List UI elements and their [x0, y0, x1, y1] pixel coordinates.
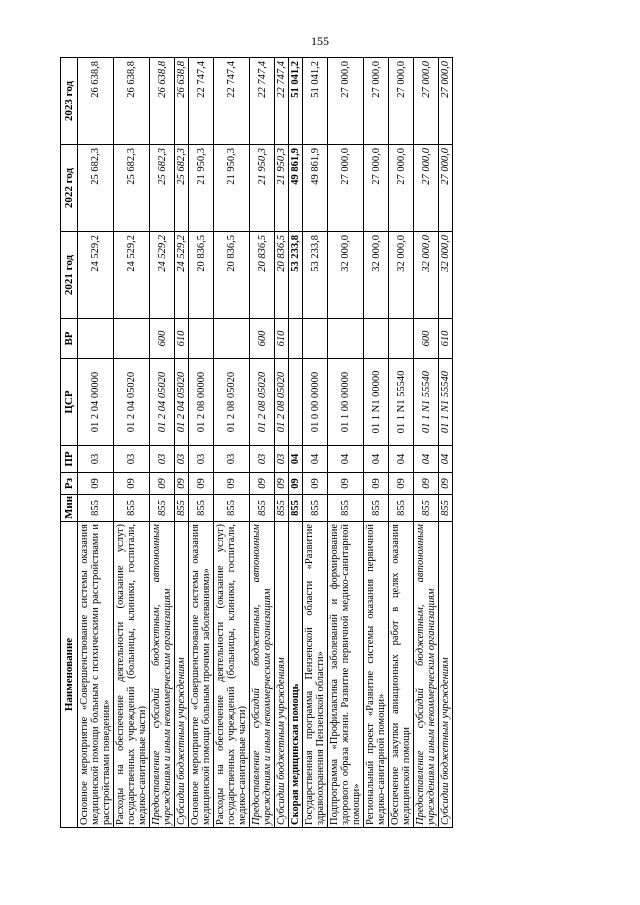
cell-rz: 09 — [275, 473, 289, 495]
header-2021: 2021 год — [61, 232, 78, 319]
cell-pr: 04 — [439, 446, 453, 473]
cell-csr: 01 1 N1 55540 — [439, 359, 453, 446]
cell-rz: 09 — [78, 473, 114, 495]
cell-2021: 53 233,8 — [303, 232, 328, 319]
cell-2022: 27 000,0 — [414, 145, 439, 232]
cell-name: Субсидии бюджетным учреждениям — [275, 522, 289, 828]
cell-rz: 09 — [150, 473, 175, 495]
table-row — [389, 58, 414, 828]
cell-vr — [189, 319, 214, 359]
cell-rz: 09 — [189, 473, 214, 495]
cell-name: Основное мероприятие «Совершенствование системы оказания медицинской помощи больным прочими заболеваниями» — [189, 522, 214, 828]
cell-2022: 25 682,3 — [175, 145, 189, 232]
cell-rz: 09 — [439, 473, 453, 495]
cell-2021: 20 836,5 — [250, 232, 275, 319]
cell-name: Расходы на обеспечение деятельности (оказание услуг) государственных учреждений (больницы, клиники, госпитали, медико-санитарные части) — [114, 522, 150, 828]
cell-pr: 03 — [275, 446, 289, 473]
cell-rz: 09 — [175, 473, 189, 495]
cell-2022: 27 000,0 — [439, 145, 453, 232]
cell-2021: 24 529,2 — [175, 232, 189, 319]
cell-2023: 26 638,8 — [114, 58, 150, 145]
cell-rz: 09 — [289, 473, 303, 495]
cell-csr: 01 2 08 00000 — [189, 359, 214, 446]
cell-2022: 49 861,9 — [289, 145, 303, 232]
header-rz: Рз — [61, 473, 78, 495]
table-row — [114, 58, 150, 828]
cell-2021: 20 836,5 — [189, 232, 214, 319]
cell-2022: 27 000,0 — [364, 145, 389, 232]
cell-pr: 04 — [303, 446, 328, 473]
cell-vr — [364, 319, 389, 359]
cell-2021: 32 000,0 — [414, 232, 439, 319]
cell-min: 855 — [250, 495, 275, 522]
rotated-content — [60, 58, 560, 828]
table-row — [214, 58, 250, 828]
cell-2022: 21 950,3 — [189, 145, 214, 232]
cell-2023: 27 000,0 — [414, 58, 439, 145]
rotated-page — [60, 58, 560, 828]
cell-2022: 25 682,3 — [114, 145, 150, 232]
cell-2023: 51 041,2 — [289, 58, 303, 145]
cell-vr: 600 — [150, 319, 175, 359]
cell-2022: 21 950,3 — [214, 145, 250, 232]
cell-min: 855 — [328, 495, 364, 522]
cell-2023: 27 000,0 — [389, 58, 414, 145]
cell-2021: 32 000,0 — [439, 232, 453, 319]
budget-table — [60, 57, 453, 828]
cell-2023: 26 638,8 — [175, 58, 189, 145]
cell-vr — [328, 319, 364, 359]
cell-min: 855 — [175, 495, 189, 522]
cell-name: Обеспечение закупки авиационных работ в целях оказания медицинской помощи — [389, 522, 414, 828]
cell-vr: 610 — [175, 319, 189, 359]
cell-csr: 01 1 N1 55540 — [389, 359, 414, 446]
cell-2021: 24 529,2 — [78, 232, 114, 319]
cell-2021: 53 233,8 — [289, 232, 303, 319]
cell-2023: 22 747,4 — [250, 58, 275, 145]
cell-csr — [289, 359, 303, 446]
table-row — [175, 58, 189, 828]
cell-min: 855 — [414, 495, 439, 522]
cell-2023: 27 000,0 — [364, 58, 389, 145]
cell-2022: 21 950,3 — [250, 145, 275, 232]
cell-csr: 01 2 08 05020 — [275, 359, 289, 446]
cell-2023: 27 000,0 — [439, 58, 453, 145]
table-row — [414, 58, 439, 828]
cell-rz: 09 — [328, 473, 364, 495]
cell-pr: 04 — [328, 446, 364, 473]
cell-csr: 01 2 04 05020 — [150, 359, 175, 446]
cell-min: 855 — [114, 495, 150, 522]
cell-pr: 03 — [214, 446, 250, 473]
cell-2022: 21 950,3 — [275, 145, 289, 232]
cell-2021: 32 000,0 — [328, 232, 364, 319]
cell-2022: 27 000,0 — [389, 145, 414, 232]
cell-min: 855 — [189, 495, 214, 522]
cell-csr: 01 2 04 05020 — [175, 359, 189, 446]
cell-2022: 25 682,3 — [150, 145, 175, 232]
cell-min: 855 — [303, 495, 328, 522]
header-2022: 2022 год — [61, 145, 78, 232]
cell-name: Государственная программа Пензенской области «Развитие здравоохранения Пензенской области» — [303, 522, 328, 828]
header-min: Мин — [61, 495, 78, 522]
cell-name: Предоставление субсидий бюджетным, автономным учреждениям и иным некоммерческим организациям — [414, 522, 439, 828]
table-row — [439, 58, 453, 828]
cell-pr: 03 — [175, 446, 189, 473]
cell-csr: 01 2 08 05020 — [214, 359, 250, 446]
cell-rz: 09 — [414, 473, 439, 495]
header-csr: ЦСР — [61, 359, 78, 446]
table-row — [150, 58, 175, 828]
cell-pr: 03 — [114, 446, 150, 473]
cell-name: Региональный проект «Развитие системы оказания первичной медико-санитарной помощи» — [364, 522, 389, 828]
header-name: Наименование — [61, 522, 78, 828]
table-row — [250, 58, 275, 828]
table-header-row — [61, 58, 78, 828]
header-vr: ВР — [61, 319, 78, 359]
cell-2021: 24 529,2 — [150, 232, 175, 319]
cell-min: 855 — [289, 495, 303, 522]
cell-rz: 09 — [303, 473, 328, 495]
cell-pr: 03 — [250, 446, 275, 473]
cell-vr — [289, 319, 303, 359]
cell-pr: 03 — [189, 446, 214, 473]
cell-2023: 22 747,4 — [275, 58, 289, 145]
cell-2022: 25 682,3 — [78, 145, 114, 232]
cell-rz: 09 — [250, 473, 275, 495]
cell-vr: 600 — [414, 319, 439, 359]
cell-csr: 01 1 N1 55540 — [414, 359, 439, 446]
cell-vr — [303, 319, 328, 359]
cell-pr: 03 — [78, 446, 114, 473]
table-row — [289, 58, 303, 828]
cell-2021: 20 836,5 — [214, 232, 250, 319]
cell-name: Основное мероприятие «Совершенствование системы оказания медицинской помощи больным с психическими расстройствами и расстройствами поведения» — [78, 522, 114, 828]
cell-min: 855 — [78, 495, 114, 522]
cell-2023: 22 747,4 — [189, 58, 214, 145]
table-row — [78, 58, 114, 828]
cell-2022: 49 861,9 — [303, 145, 328, 232]
cell-min: 855 — [364, 495, 389, 522]
cell-vr: 610 — [439, 319, 453, 359]
page-number: 155 — [311, 34, 329, 48]
cell-2022: 27 000,0 — [328, 145, 364, 232]
table-row — [328, 58, 364, 828]
cell-name: Предоставление субсидий бюджетным, автономным учреждениям и иным некоммерческим организациям — [150, 522, 175, 828]
cell-rz: 09 — [214, 473, 250, 495]
header-pr: ПР — [61, 446, 78, 473]
table-row — [189, 58, 214, 828]
cell-pr: 04 — [389, 446, 414, 473]
cell-vr: 610 — [275, 319, 289, 359]
table-row — [275, 58, 289, 828]
table-body — [78, 58, 453, 828]
cell-pr: 04 — [414, 446, 439, 473]
cell-csr: 01 2 04 05020 — [114, 359, 150, 446]
table-row — [303, 58, 328, 828]
cell-2021: 32 000,0 — [389, 232, 414, 319]
cell-min: 855 — [389, 495, 414, 522]
cell-vr: 600 — [250, 319, 275, 359]
cell-rz: 09 — [389, 473, 414, 495]
cell-csr: 01 0 00 00000 — [303, 359, 328, 446]
cell-2023: 51 041,2 — [303, 58, 328, 145]
cell-2023: 26 638,8 — [150, 58, 175, 145]
cell-2023: 26 638,8 — [78, 58, 114, 145]
header-2023: 2023 год — [61, 58, 78, 145]
cell-min: 855 — [439, 495, 453, 522]
cell-2021: 24 529,2 — [114, 232, 150, 319]
cell-vr — [389, 319, 414, 359]
cell-csr: 01 2 08 05020 — [250, 359, 275, 446]
cell-pr: 04 — [364, 446, 389, 473]
cell-name: Расходы на обеспечение деятельности (оказание услуг) государственных учреждений (больницы, клиники, госпитали, медико-санитарные части) — [214, 522, 250, 828]
cell-min: 855 — [150, 495, 175, 522]
cell-2023: 22 747,4 — [214, 58, 250, 145]
cell-2021: 32 000,0 — [364, 232, 389, 319]
cell-pr: 03 — [150, 446, 175, 473]
cell-min: 855 — [214, 495, 250, 522]
cell-name: Субсидии бюджетным учреждениям — [439, 522, 453, 828]
cell-2023: 27 000,0 — [328, 58, 364, 145]
cell-2021: 20 836,5 — [275, 232, 289, 319]
cell-name: Скорая медицинская помощь — [289, 522, 303, 828]
cell-vr — [78, 319, 114, 359]
cell-vr — [214, 319, 250, 359]
cell-name: Предоставление субсидий бюджетным, автономным учреждениям и иным некоммерческим организациям — [250, 522, 275, 828]
cell-name: Подпрограмма «Профилактика заболеваний и формирование здорового образа жизни. Развитие первичной медико-санитарной помощи» — [328, 522, 364, 828]
table-row — [364, 58, 389, 828]
cell-rz: 09 — [364, 473, 389, 495]
cell-rz: 09 — [114, 473, 150, 495]
cell-csr: 01 2 04 00000 — [78, 359, 114, 446]
cell-csr: 01 1 N1 00000 — [364, 359, 389, 446]
cell-csr: 01 1 00 00000 — [328, 359, 364, 446]
cell-vr — [114, 319, 150, 359]
cell-pr: 04 — [289, 446, 303, 473]
cell-min: 855 — [275, 495, 289, 522]
cell-name: Субсидии бюджетным учреждениям — [175, 522, 189, 828]
